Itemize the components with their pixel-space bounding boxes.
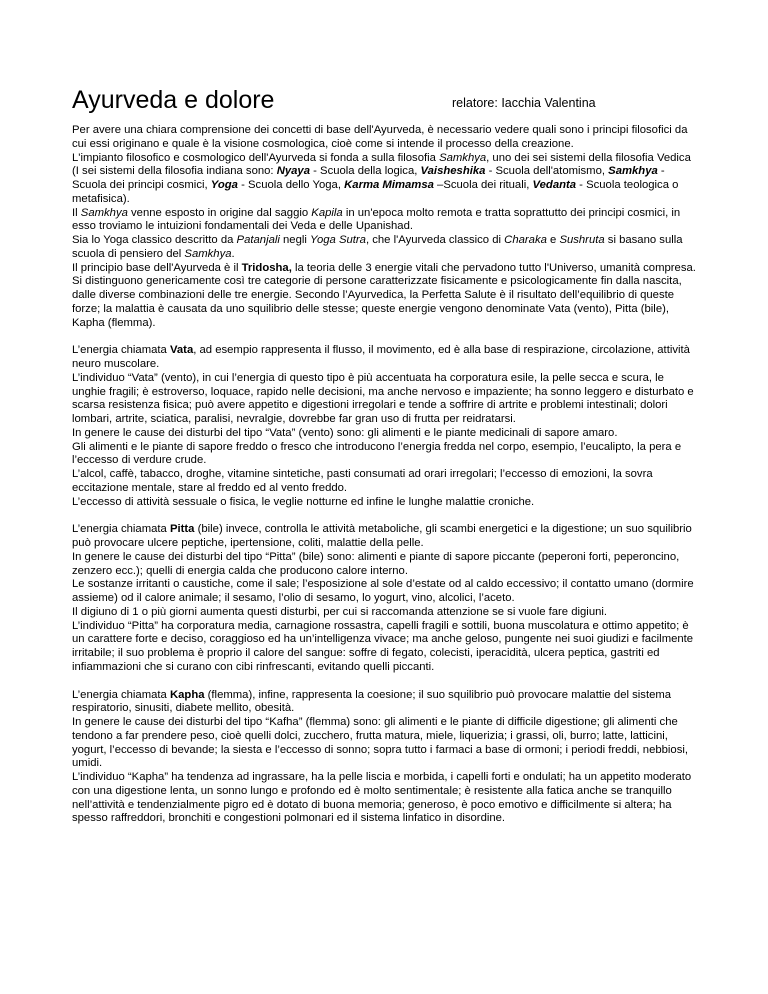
paragraph-pitta-3 <box>72 578 700 606</box>
text-run: e <box>546 234 560 246</box>
paragraph-pitta-2 <box>72 551 700 579</box>
text-run: - Scuola dell'atomismo, <box>485 165 609 178</box>
emphasis-term: Samkhya <box>80 206 128 219</box>
emphasis-term: Nyaya <box>276 165 310 178</box>
text-run: L’energia chiamata <box>72 523 170 536</box>
emphasis-term: Yoga <box>210 179 238 191</box>
paragraph-pitta-4 <box>72 606 700 620</box>
emphasis-term: Vedanta <box>532 179 577 191</box>
paragraph-kapha-2 <box>72 716 700 771</box>
text-run: . <box>231 247 235 260</box>
paragraph-tridosha <box>72 262 700 276</box>
paragraph-yoga <box>72 234 700 262</box>
text-run: –Scuola dei rituali, <box>433 179 533 191</box>
text-run: negli <box>279 234 311 246</box>
text-run: Il digiuno di 1 o più giorni aumenta questi disturbi, per cui si raccomanda attenzione se si vuole fare digiuni. <box>72 605 608 618</box>
emphasis-term: Yoga Sutra <box>310 234 366 246</box>
text-run: L'impianto filosofico e cosmologico dell'Ayurveda si fonda a sulla filosofia <box>72 151 440 164</box>
text-run: - Scuola dello Yoga, <box>237 179 345 191</box>
speaker-line: relatore: Iacchia Valentina <box>452 96 596 110</box>
emphasis-term: Kapila <box>311 206 343 219</box>
text-run: In genere le cause dei disturbi del tipo “Vata” (vento) sono: gli alimenti e le piante medicinali di sapore amaro. <box>72 426 618 439</box>
text-run: Per avere una chiara comprensione dei concetti di base dell'Ayurveda, è necessario vedere quali sono i principi filosofici da cui essi originano e quale è la visione cosmologica, cioè come si intende il processo della creazione. <box>72 124 688 150</box>
text-run: - Scuola dei principi cosmici, <box>72 165 665 191</box>
text-run: si basano sulla scuola di pensiero del <box>72 234 683 260</box>
text-run: Il <box>72 206 81 219</box>
paragraph-vata-5 <box>72 468 700 496</box>
text-run: L’individuo “Pitta” ha corporatura media, carnagione rossastra, capelli fragili e sottili, buona muscolatura e ottimo appetito; è un carattere forte e deciso, coraggioso ed ha un’intelligenza vivace; ma anche geloso, pungente nei suoi giudizi e facilmente irritabile; il suo problema è proprio il calore del sangue: soffre di fegato, colecisti, iperacidità, ulcera peptica, gastriti ed infiammazioni che si curano con cibi rinfrescanti, evitando quelli piccanti. <box>72 619 694 673</box>
paragraph-vata-1 <box>72 344 700 372</box>
document-body <box>72 124 700 826</box>
text-run: - Scuola teologica o metafisica). <box>72 179 679 205</box>
paragraph-impianto <box>72 152 700 207</box>
emphasis-term: Pitta <box>169 523 195 536</box>
emphasis-term: Tridosha, <box>241 261 292 274</box>
text-run: (flemma), infine, rappresenta la coesione; il suo squilibrio può provocare malattie del sistema respiratorio, sinusiti, diabete mellito, obesità. <box>72 688 672 715</box>
text-run: la teoria delle 3 energie vitali che pervadono tutto l'Universo, umanità compresa. <box>291 261 696 274</box>
text-run: In genere le cause dei disturbi del tipo “Pitta” (bile) sono: alimenti e piante di sapore piccante (peperoni forti, peperoncino, zenzero ecc.); quelli di energia calda che producono calore interno. <box>72 550 680 577</box>
emphasis-term: Sushruta <box>559 234 605 246</box>
emphasis-term: Vaisheshika <box>420 165 486 178</box>
paragraph-kapha-3 <box>72 771 700 826</box>
text-run: Le sostanze irritanti o caustiche, come il sale; l’esposizione al sole d’estate od al caldo eccessivo; il contatto umano (dormire assieme) od il calore animale; il sesamo, l’olio di sesamo, lo yogurt, vino, alcolici, l’aceto. <box>72 578 694 604</box>
document-page <box>72 84 700 826</box>
text-run: (bile) invece, controlla le attività metaboliche, gli scambi energetici e la digestione; un suo squilibrio può provocare ulcere peptiche, ipertensione, coliti, malattie della pelle. <box>72 523 692 549</box>
paragraph-samkhya <box>72 207 700 235</box>
text-run: Gli alimenti e le piante di sapore freddo o fresco che introducono l’energia fredda nel corpo, esempio, l’eucalipto, la pera e l’eccesso di verdure crude. <box>72 440 682 467</box>
paragraph-kapha-1 <box>72 689 700 717</box>
paragraph-vata-6 <box>72 496 700 510</box>
text-run: Sia lo Yoga classico descritto da <box>72 234 237 246</box>
document-header <box>72 84 700 124</box>
emphasis-term: Samkhya <box>184 247 232 260</box>
text-run: Si distinguono genericamente così tre categorie di persone caratterizzate fisicamente e psicologicamente fin dalla nascita, dalle diverse combinazioni delle tre energie. Secondo l’Ayurvedica, la Perfetta Salute è il risultato dell’equilibrio di queste forze; la malattia è causata da uno squilibrio delle stesse; queste energie vengono denominate Vata (vento), Pitta (bile), Kapha (flemma). <box>72 275 682 329</box>
text-run: L’alcol, caffè, tabacco, droghe, vitamine sintetiche, pasti consumati ad orari irregolari; l’eccesso di emozioni, la sovra eccitazione mentale, stare al freddo ed al vento freddo. <box>72 468 653 494</box>
paragraph-vata-3 <box>72 427 700 441</box>
paragraph-pitta-1 <box>72 523 700 551</box>
text-run: In genere le cause dei disturbi del tipo “Kafha” (flemma) sono: gli alimenti e le piante di difficile digestione; gli alimenti che tendono a far prendere peso, cioè quelli dolci, zucchero, frutta matura, miele, liquerizia; i grassi, oli, burro; latte, latticini, yogurt, l’eccesso di bevande; la siesta e l’eccesso di sonno; sopra tutto i farmaci a base di ormoni; i periodi freddi, nebbiosi, umidi. <box>72 716 689 770</box>
emphasis-term: Patanjali <box>236 234 280 246</box>
text-run: L’eccesso di attività sessuale o fisica, le veglie notturne ed infine le lunghe malattie croniche. <box>72 495 535 508</box>
emphasis-term: Kapha <box>169 688 205 701</box>
text-run: Il principio base dell'Ayurveda è il <box>72 261 242 274</box>
text-run: , che l'Ayurveda classico di <box>365 234 505 246</box>
emphasis-term: Samkhya <box>439 151 487 164</box>
emphasis-term: Samkhya <box>608 165 658 178</box>
emphasis-term: Karma Mimamsa <box>344 179 434 191</box>
emphasis-term: Charaka <box>504 234 547 246</box>
text-run: , ad esempio rappresenta il flusso, il movimento, ed è alla base di respirazione, circolazione, attività neuro muscolare. <box>72 344 690 370</box>
document-title: Ayurveda e dolore <box>72 86 275 114</box>
text-run: in un'epoca molto remota e tratta soprattutto dei principi cosmici, in esso troviamo le intuizioni fondamentali dei Veda e delle Upanishad. <box>72 206 681 233</box>
text-run: , uno dei sei sistemi della filosofia Vedica (I sei sistemi della filosofia indiana sono: <box>72 151 691 178</box>
paragraph-pitta-5 <box>72 620 700 675</box>
text-run: L’individuo “Vata” (vento), in cui l’energia di questo tipo è più accentuata ha corporatura esile, la pelle secca e scura, le unghie fragili; è estroverso, loquace, rapido nelle decisioni, ma anche nervoso e impaziente; ha sonno leggero e disturbato e scarsa resistenza fisica; può avere appetito e digestioni irregolari e tende a soffrire di artrite e problemi intestinali; dolori lombari, artrite, sciatica, paralisi, nevralgie, dovrebbe far gran uso di frutta per reidratarsi. <box>72 371 694 425</box>
paragraph-intro <box>72 124 700 152</box>
emphasis-term: Vata <box>169 344 194 357</box>
paragraph-categorie <box>72 275 700 330</box>
text-run: L’energia chiamata <box>72 688 170 701</box>
text-run: - Scuola della logica, <box>310 165 421 178</box>
text-run: L’energia chiamata <box>72 344 170 357</box>
paragraph-vata-2 <box>72 372 700 427</box>
paragraph-vata-4 <box>72 441 700 469</box>
text-run: venne esposto in origine dal saggio <box>127 206 312 219</box>
text-run: L’individuo “Kapha” ha tendenza ad ingrassare, ha la pelle liscia e morbida, i capelli forti e ondulati; ha un appetito moderato con una digestione lenta, un sonno lungo e profondo ed è molto sentimentale; è resistente alla fatica anche se tranquillo nell’attività e tendenzialmente pigro ed è dotato di buona memoria; generoso, è poco emotivo e difficilmente si altera; ha spesso raffreddori, bronchiti e congestioni polmonari ed il sistema linfatico in disordine. <box>72 771 692 825</box>
